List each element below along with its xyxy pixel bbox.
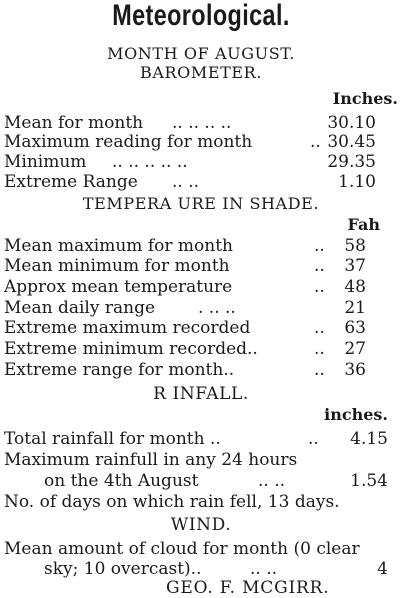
barometer-label-1: Maximum reading for month xyxy=(4,132,253,152)
barometer-value-3: 1.10 xyxy=(338,172,376,192)
wind-cloud-dots: .. .. xyxy=(250,559,278,579)
month-heading: MONTH OF AUGUST. xyxy=(107,44,295,63)
barometer-unit: Inches. xyxy=(332,89,398,108)
temperature-dots-6: .. xyxy=(314,360,325,380)
barometer-label-3: Extreme Range xyxy=(4,172,138,192)
temperature-value-0: 58 xyxy=(344,236,366,256)
barometer-label-0: Mean for month xyxy=(4,113,144,133)
temperature-value-1: 37 xyxy=(344,256,366,276)
temperature-dots-0: .. xyxy=(314,236,325,256)
temperature-value-4: 63 xyxy=(344,318,366,338)
signature: GEO. F. MCGIRR. xyxy=(166,578,330,598)
rainfall-unit: inches. xyxy=(324,405,388,424)
wind-cloud-value: 4 xyxy=(377,559,388,579)
temperature-dots-1: .. xyxy=(314,256,325,276)
wind-cloud-line1: Mean amount of cloud for month (0 clear xyxy=(4,539,360,559)
wind-cloud-line2: sky; 10 overcast).. xyxy=(44,559,202,579)
rainfall-max-value: 1.54 xyxy=(350,471,388,491)
temperature-dots-5: .. xyxy=(314,339,325,359)
rainfall-heading: R INFALL. xyxy=(153,384,249,404)
temperature-value-2: 48 xyxy=(344,277,366,297)
temperature-label-5: Extreme minimum recorded.. xyxy=(4,339,258,359)
rainfall-max-dots: .. .. xyxy=(258,471,286,491)
barometer-dots-2: .. .. .. .. .. xyxy=(112,152,188,172)
rainfall-total-value: 4.15 xyxy=(350,429,388,449)
barometer-value-1: 30.45 xyxy=(327,132,376,152)
temperature-label-4: Extreme maximum recorded xyxy=(4,318,251,338)
temperature-value-5: 27 xyxy=(344,339,366,359)
rainfall-max-line2: on the 4th August xyxy=(44,471,199,491)
temperature-value-6: 36 xyxy=(344,360,366,380)
temperature-label-3: Mean daily range xyxy=(4,298,156,318)
temperature-label-0: Mean maximum for month xyxy=(4,236,233,256)
rainfall-days: No. of days on which rain fell, 13 days. xyxy=(4,492,340,512)
barometer-heading: BAROMETER. xyxy=(139,63,263,82)
temperature-label-6: Extreme range for month.. xyxy=(4,360,235,380)
barometer-value-0: 30.10 xyxy=(327,113,376,133)
temperature-label-1: Mean minimum for month xyxy=(4,256,230,276)
temperature-unit: Fah xyxy=(347,215,380,234)
barometer-dots-3: .. .. xyxy=(172,172,200,192)
rainfall-total-label: Total rainfall for month .. xyxy=(4,429,221,449)
temperature-heading: TEMPERA URE IN SHADE. xyxy=(82,194,320,213)
temperature-dots-2: .. xyxy=(314,277,325,297)
barometer-value-2: 29.35 xyxy=(327,152,376,172)
rainfall-max-line1: Maximum rainfull in any 24 hours xyxy=(4,450,298,470)
temperature-value-3: 21 xyxy=(344,298,366,318)
barometer-label-2: Minimum xyxy=(4,152,87,172)
temperature-dots-4: .. xyxy=(314,318,325,338)
temperature-dots-3: . .. .. xyxy=(198,298,236,318)
temperature-label-2: Approx mean temperature xyxy=(4,277,233,297)
wind-heading: WIND. xyxy=(170,515,232,535)
rainfall-total-dots: .. xyxy=(308,429,319,449)
page-title: Meteorological. xyxy=(112,0,290,32)
barometer-dots-0: .. .. .. .. xyxy=(172,113,232,133)
barometer-dots-1: .. xyxy=(310,132,321,152)
